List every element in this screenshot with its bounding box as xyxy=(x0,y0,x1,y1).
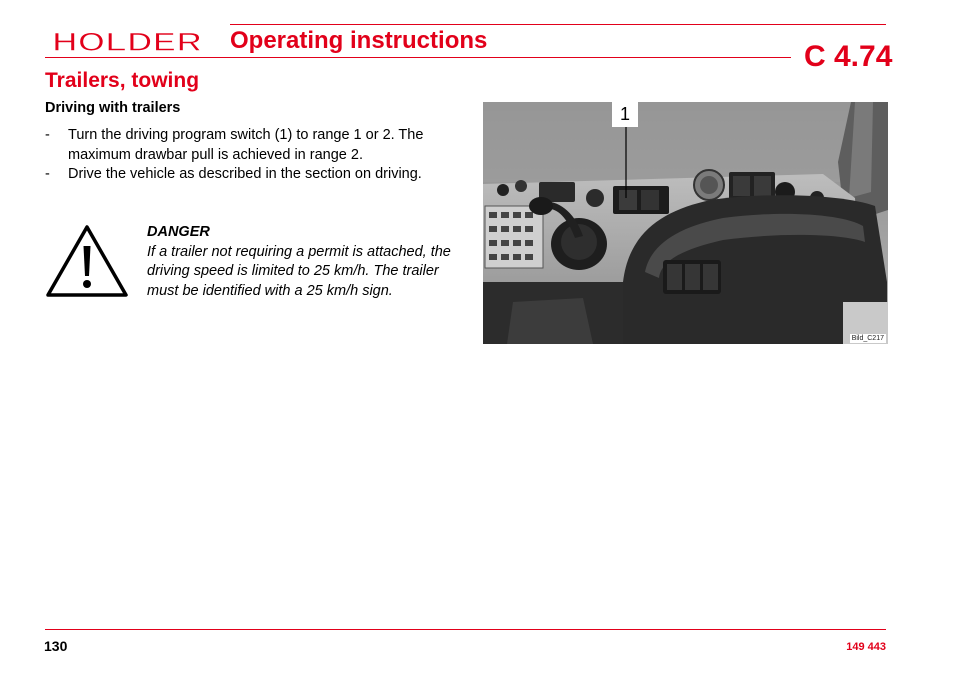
page-code: C 4.74 xyxy=(804,40,893,73)
warning-triangle-icon xyxy=(45,224,129,303)
list-item-text: Drive the vehicle as described in the section on driving. xyxy=(68,166,422,182)
sub-title: Driving with trailers xyxy=(45,100,181,116)
image-reference: Bild_C217 xyxy=(851,335,884,342)
header-top-rule xyxy=(230,24,886,25)
section-title: Trailers, towing xyxy=(45,69,200,92)
list-item xyxy=(45,126,445,165)
list-bullet: - xyxy=(45,127,50,143)
header-title: Operating instructions xyxy=(230,27,488,54)
list-item-text: Turn the driving program switch (1) to range 1 or 2. The maximum drawbar pull is achieved in range 2. xyxy=(68,127,424,163)
document-number: 149 443 xyxy=(846,641,886,653)
control-panel-photo xyxy=(483,102,888,344)
page-number: 130 xyxy=(44,638,68,654)
danger-text: If a trailer not requiring a permit is attached, the driving speed is limited to 25 km/h. The trailer must be identified with a 25 km/h sign. xyxy=(147,243,451,299)
header-bottom-rule xyxy=(45,57,791,58)
footer-rule xyxy=(45,629,886,630)
instruction-list xyxy=(45,126,445,185)
list-item xyxy=(45,165,445,185)
holder-logo xyxy=(52,29,204,53)
callout-number: 1 xyxy=(612,102,638,127)
svg-text:HOLDER: HOLDER xyxy=(52,29,202,53)
danger-label: DANGER xyxy=(147,224,210,240)
danger-notice xyxy=(147,223,462,301)
list-bullet: - xyxy=(45,166,50,182)
